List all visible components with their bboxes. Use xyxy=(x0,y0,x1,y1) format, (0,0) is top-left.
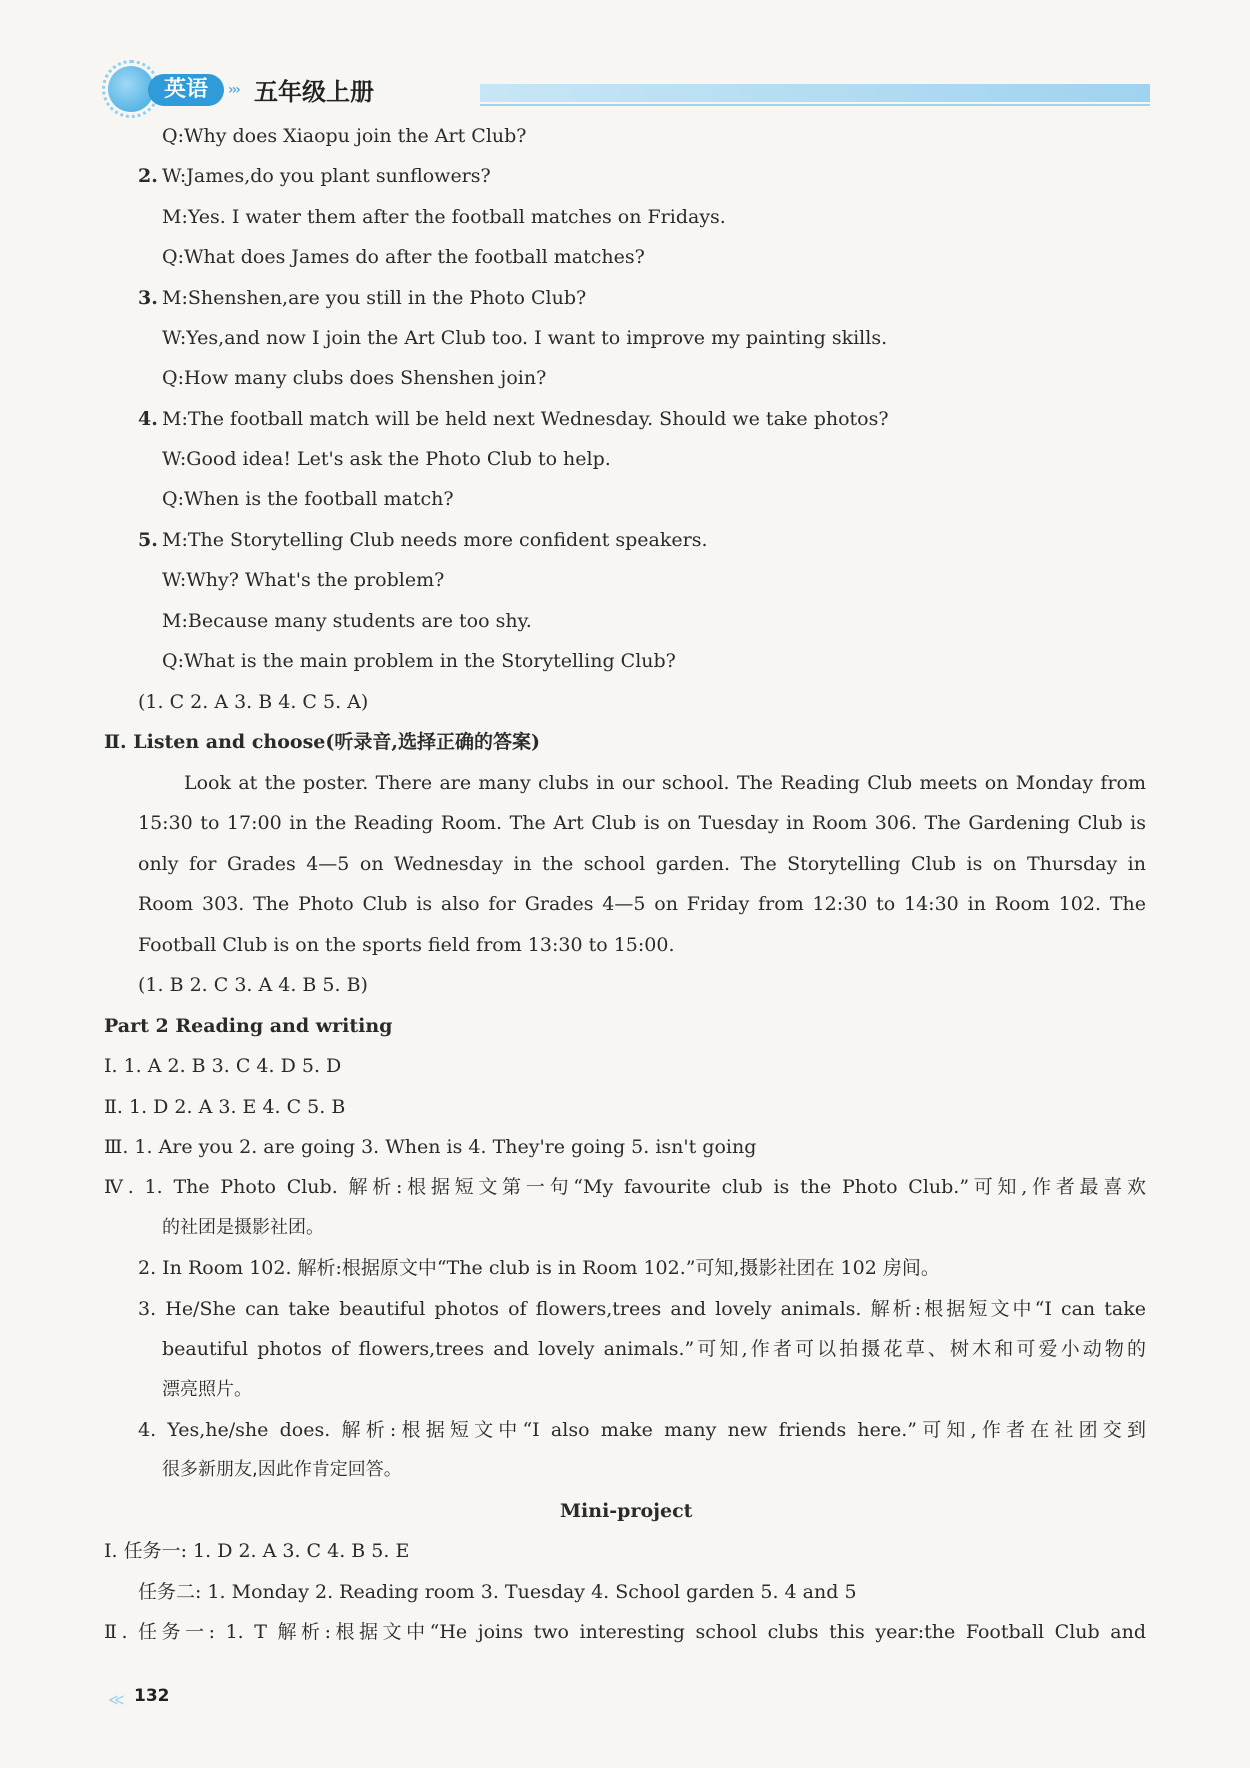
passage-line: Room 303. The Photo Club is also for Grades 4—5 on Friday from 12:30 to 14:30 in Room 102. The xyxy=(138,893,1146,915)
dialogue-line: M:Yes. I water them after the football matches on Fridays. xyxy=(162,206,726,228)
dialogue-line: W:James,do you plant sunflowers? xyxy=(162,165,491,187)
explanation-line: Ⅱ. 任务一: 1. T 解析:根据文中“He joins two interesting school clubs this year:the Football Club and xyxy=(104,1621,1146,1643)
grade-label: 五年级上册 xyxy=(254,78,374,106)
answers-line: (1. B 2. C 3. A 4. B 5. B) xyxy=(138,974,368,996)
item-number: 5. xyxy=(138,529,158,551)
footer-arrows: ≪ xyxy=(108,1690,125,1709)
q1-question: Q:Why does Xiaopu join the Art Club? xyxy=(162,125,527,147)
dialogue-question: Q:What does James do after the football matches? xyxy=(162,246,645,268)
answers-line: Ⅰ. 1. A 2. B 3. C 4. D 5. D xyxy=(104,1055,342,1077)
mini-project-title: Mini-project xyxy=(560,1500,693,1522)
dialogue-line: M:Because many students are too shy. xyxy=(162,610,532,632)
section-title: Ⅱ. Listen and choose(听录音,选择正确的答案) xyxy=(104,731,540,753)
dialogue-line: M:The Storytelling Club needs more confident speakers. xyxy=(162,529,708,551)
dialogue-question: Q:How many clubs does Shenshen join? xyxy=(162,367,547,389)
item-number: 4. xyxy=(138,408,158,430)
passage-line: only for Grades 4—5 on Wednesday in the school garden. The Storytelling Club is on Thursday in xyxy=(138,853,1146,875)
explanation-line: beautiful photos of flowers,trees and lovely animals.”可知,作者可以拍摄花草、树木和可爱小动物的 xyxy=(162,1338,1146,1360)
answers-line: Ⅰ. 任务一: 1. D 2. A 3. C 4. B 5. E xyxy=(104,1540,410,1562)
answers-line: (1. C 2. A 3. B 4. C 5. A) xyxy=(138,691,369,713)
explanation-line: 3. He/She can take beautiful photos of flowers,trees and lovely animals. 解析:根据短文中“I can take xyxy=(138,1298,1146,1320)
explanation-line: 漂亮照片。 xyxy=(162,1379,252,1400)
explanation-line: 的社团是摄影社团。 xyxy=(162,1217,324,1238)
item-number: 3. xyxy=(138,287,158,309)
dialogue-line: M:The football match will be held next Wednesday. Should we take photos? xyxy=(162,408,889,430)
passage-line: Look at the poster. There are many clubs in our school. The Reading Club meets on Monday from xyxy=(184,772,1146,794)
dialogue-question: Q:When is the football match? xyxy=(162,488,454,510)
item-number: 2. xyxy=(138,165,158,187)
explanation-line: Ⅳ. 1. The Photo Club. 解析:根据短文第一句“My favourite club is the Photo Club.”可知,作者最喜欢 xyxy=(104,1176,1146,1198)
passage-line: Football Club is on the sports field from 13:30 to 15:00. xyxy=(138,934,675,956)
explanation-line: 很多新朋友,因此作肯定回答。 xyxy=(162,1459,402,1480)
page-header xyxy=(108,66,1150,114)
dialogue-line: W:Why? What's the problem? xyxy=(162,569,445,591)
dialogue-line: W:Yes,and now I join the Art Club too. I want to improve my painting skills. xyxy=(162,327,888,349)
part-title: Part 2 Reading and writing xyxy=(104,1015,393,1037)
dialogue-question: Q:What is the main problem in the Storytelling Club? xyxy=(162,650,676,672)
dialogue-line: W:Good idea! Let's ask the Photo Club to help. xyxy=(162,448,611,470)
explanation-line: 4. Yes,he/she does. 解析:根据短文中“I also make many new friends here.”可知,作者在社团交到 xyxy=(138,1419,1146,1441)
subject-badge: 英语 xyxy=(148,74,224,106)
passage-line: 15:30 to 17:00 in the Reading Room. The Art Club is on Tuesday in Room 306. The Gardening Club is xyxy=(138,812,1146,834)
answers-line: Ⅲ. 1. Are you 2. are going 3. When is 4. They're going 5. isn't going xyxy=(104,1136,757,1158)
page-number: 132 xyxy=(134,1686,170,1706)
answers-line: Ⅱ. 1. D 2. A 3. E 4. C 5. B xyxy=(104,1096,346,1118)
header-rule xyxy=(480,104,1150,106)
answers-line: 任务二: 1. Monday 2. Reading room 3. Tuesday 4. School garden 5. 4 and 5 xyxy=(138,1581,857,1603)
header-bar xyxy=(480,84,1150,102)
dialogue-line: M:Shenshen,are you still in the Photo Club? xyxy=(162,287,587,309)
header-arrows: ››› xyxy=(228,82,239,98)
explanation-line: 2. In Room 102. 解析:根据原文中“The club is in Room 102.”可知,摄影社团在 102 房间。 xyxy=(138,1257,940,1279)
